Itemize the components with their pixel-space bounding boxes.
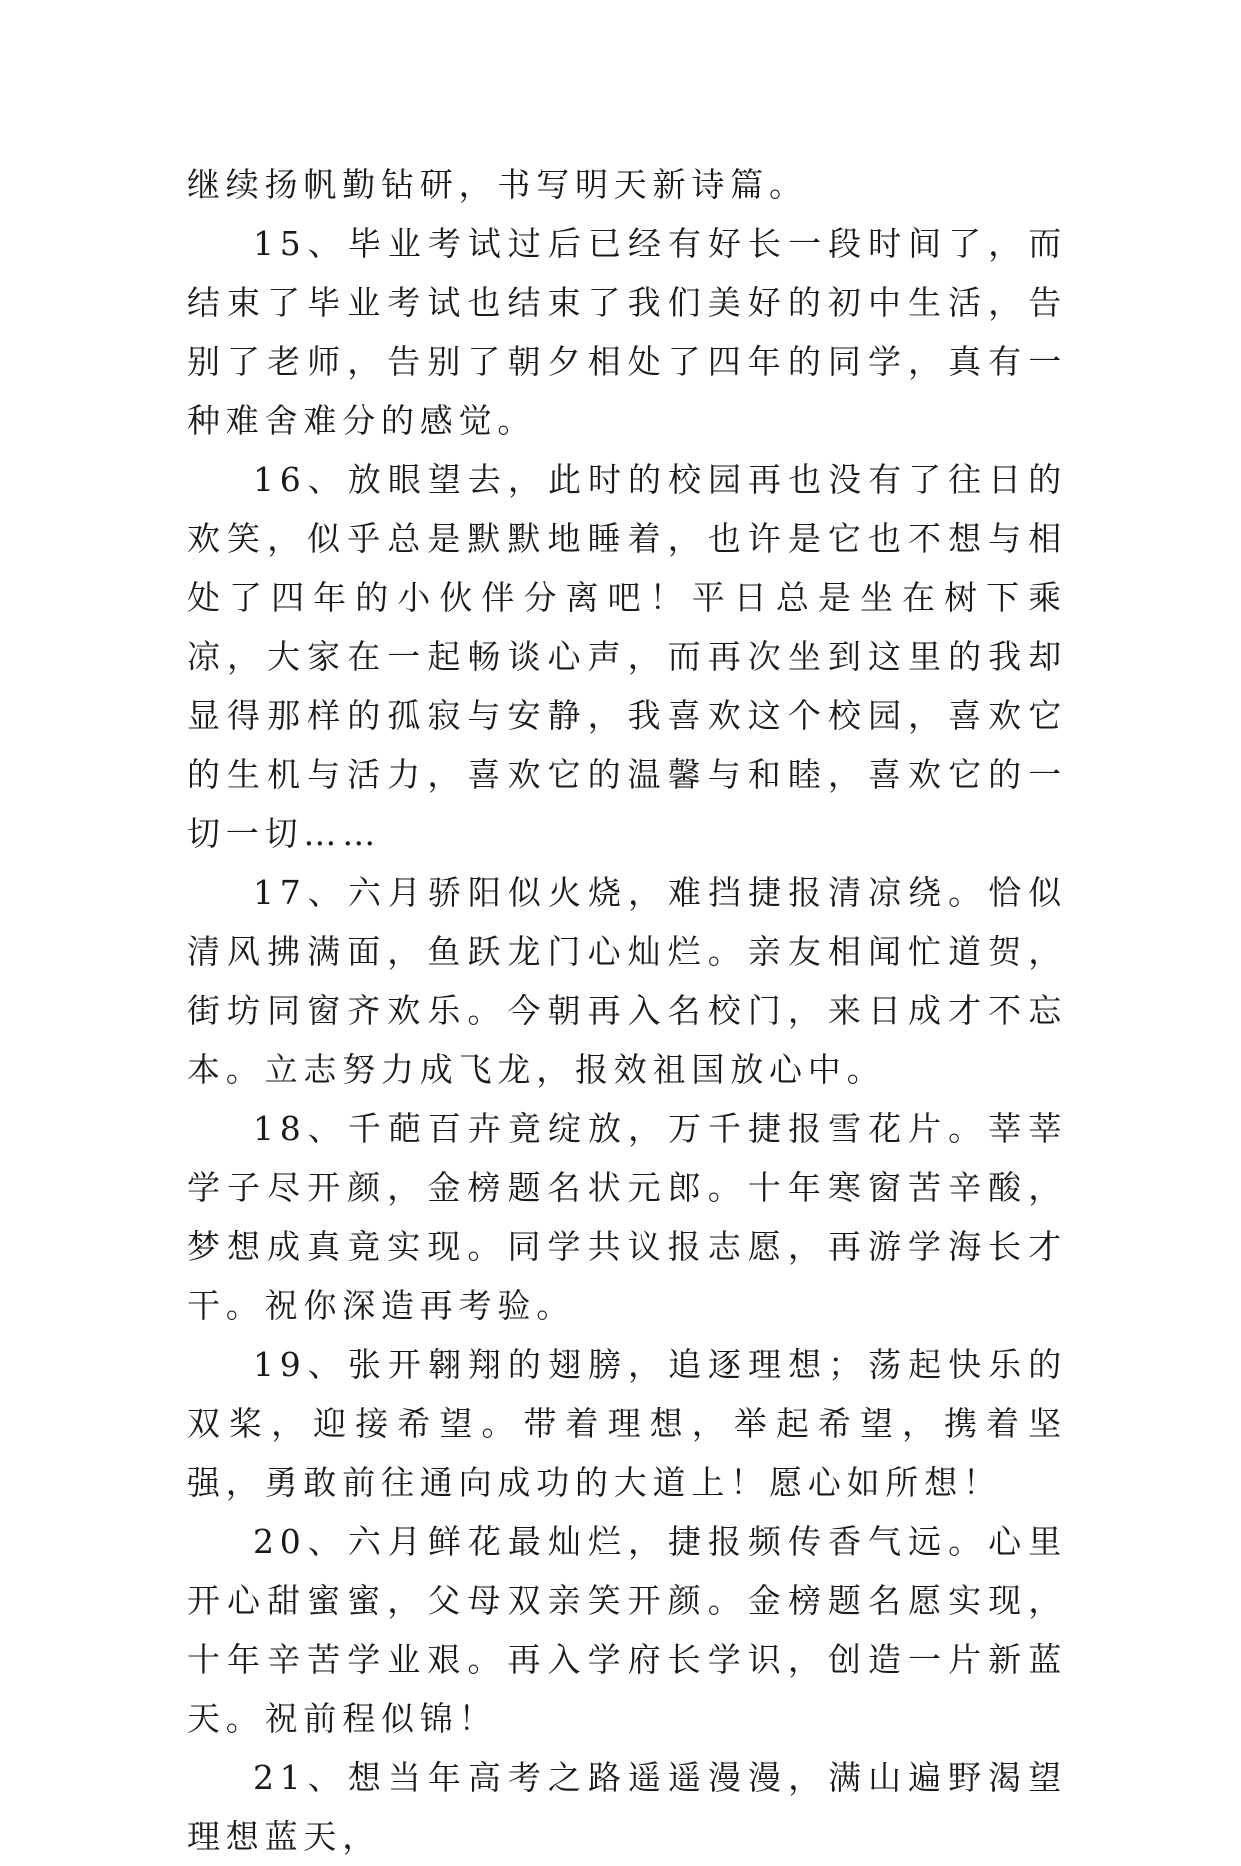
paragraph-17: 17、六月骄阳似火烧，难挡捷报清凉绕。恰似清风拂满面，鱼跃龙门心灿烂。亲友相闻忙道贺，街坊同窗齐欢乐。今朝再入名校门，来日成才不忘本。立志努力成飞龙，报效祖国放心中。 [187,873,1067,1089]
paragraph-18: 18、千葩百卉竟绽放，万千捷报雪花片。莘莘学子尽开颜，金榜题名状元郎。十年寒窗苦辛酸，梦想成真竟实现。同学共议报志愿，再游学海长才干。祝你深造再考验。 [187,1109,1067,1325]
paragraph-21: 21、想当年高考之路遥遥漫漫，满山遍野渴望理想蓝天， [187,1758,1067,1856]
paragraph-19: 19、张开翱翔的翅膀，追逐理想；荡起快乐的双桨，迎接希望。带着理想，举起希望，携着坚强，勇敢前往通向成功的大道上！愿心如所想！ [187,1345,1067,1502]
paragraph-20: 20、六月鲜花最灿烂，捷报频传香气远。心里开心甜蜜蜜，父母双亲笑开颜。金榜题名愿实现，十年辛苦学业艰。再入学府长学识，创造一片新蓝天。祝前程似锦！ [187,1522,1067,1738]
paragraph-15: 15、毕业考试过后已经有好长一段时间了，而结束了毕业考试也结束了我们美好的初中生活，告别了老师，告别了朝夕相处了四年的同学，真有一种难舍难分的感觉。 [187,224,1067,440]
paragraph-continuation: 继续扬帆勤钻研，书写明天新诗篇。 [187,165,808,204]
paragraph-16: 16、放眼望去，此时的校园再也没有了往日的欢笑，似乎总是默默地睡着，也许是它也不想与相处了四年的小伙伴分离吧！平日总是坐在树下乘凉，大家在一起畅谈心声，而再次坐到这里的我却显得那样的孤寂与安静，我喜欢这个校园，喜欢它的生机与活力，喜欢它的温馨与和睦，喜欢它的一切一切…… [187,460,1067,853]
body-text [187,155,1067,1866]
